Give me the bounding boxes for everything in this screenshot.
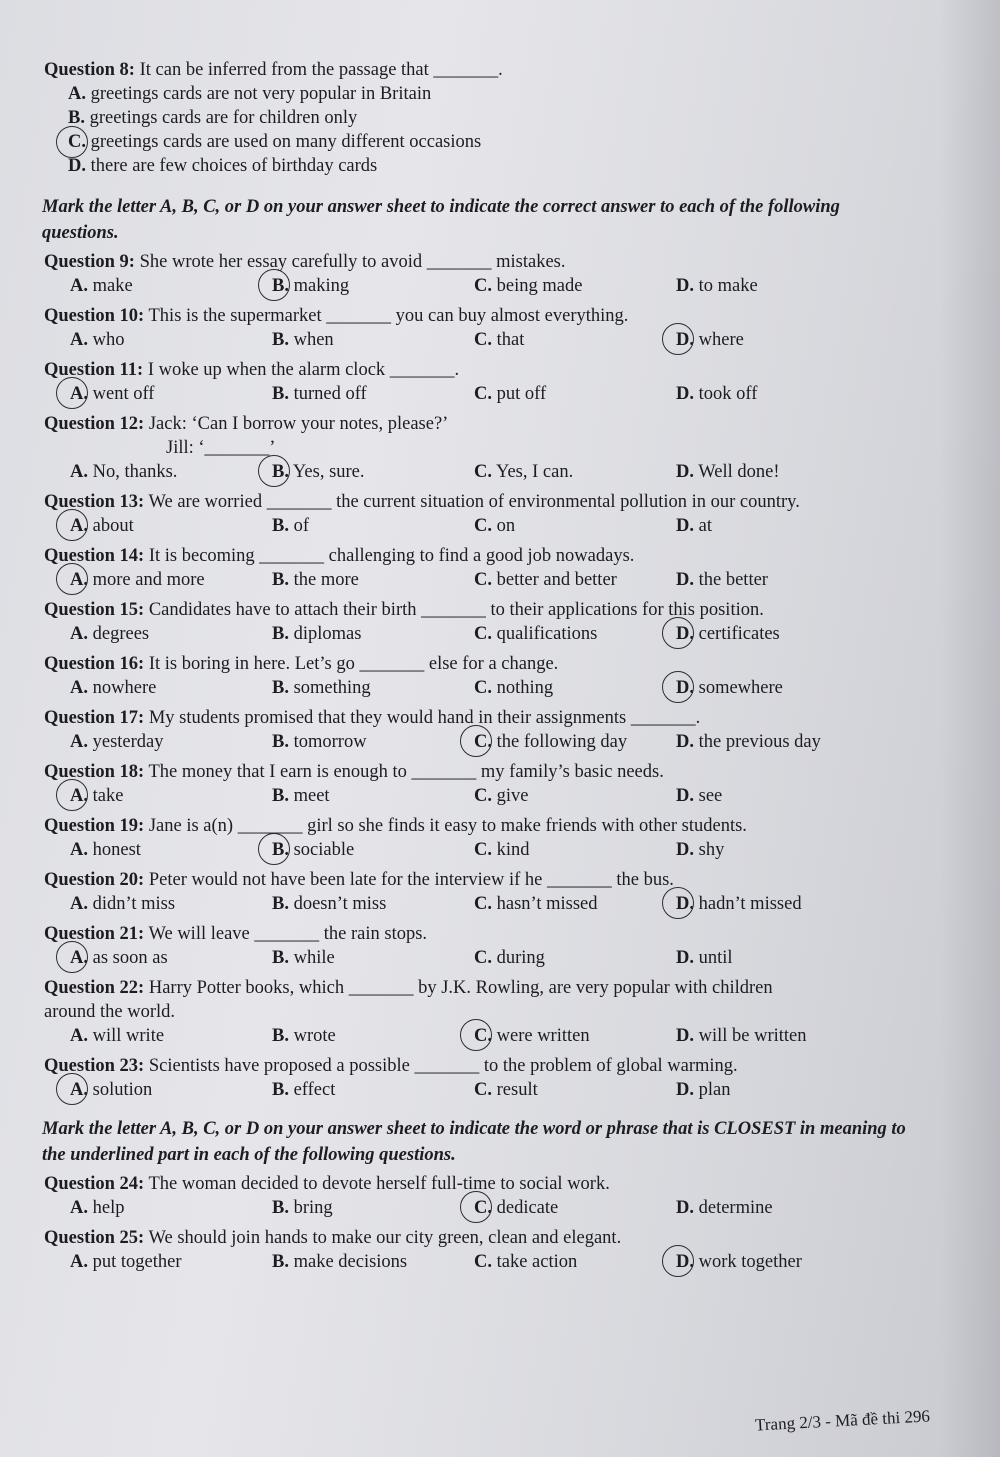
- question-label: Question 12:: [44, 414, 145, 434]
- question-stem-row: [44, 1054, 1000, 1078]
- option-a: A. No, thanks.: [70, 462, 178, 482]
- option-c: C. nothing: [474, 678, 554, 698]
- options-row: [44, 274, 1000, 298]
- option-b: B. make decisions: [272, 1252, 408, 1272]
- question-stem: I woke up when the alarm clock _______.: [143, 360, 460, 380]
- option-d: D. somewhere: [676, 676, 783, 700]
- option-a: A. will write: [70, 1026, 165, 1046]
- question-extra: around the world.: [44, 1002, 176, 1022]
- options-row: [44, 946, 1000, 970]
- option-c: C. take action: [474, 1252, 578, 1272]
- option-c: C. put off: [474, 384, 547, 404]
- question-stem: Peter would not have been late for the interview if he _______ the bus.: [144, 870, 674, 890]
- option-c: C. that: [474, 330, 525, 350]
- option-d: D. there are few choices of birthday cards: [68, 156, 378, 176]
- question-label: Question 20:: [44, 870, 145, 890]
- option-b: B. the more: [272, 570, 359, 590]
- option-c: C. the following day: [474, 730, 627, 754]
- option-d: D. certificates: [676, 622, 780, 646]
- option-b: B. Yes, sure.: [272, 460, 365, 484]
- option-a: A. more and more: [70, 568, 205, 592]
- question-item: [44, 706, 1000, 754]
- question-label: Question 16:: [44, 654, 145, 674]
- option-a: A. help: [70, 1198, 125, 1218]
- options-row: [44, 676, 1000, 700]
- question-label: Question 23:: [44, 1056, 145, 1076]
- question-label: Question 17:: [44, 708, 145, 728]
- question-stem-row: [44, 976, 1000, 1000]
- option-d: D. to make: [676, 276, 758, 296]
- option-b: B. of: [272, 516, 310, 536]
- option-a: A. as soon as: [70, 946, 168, 970]
- option-b: B. while: [272, 948, 335, 968]
- option-d: D. until: [676, 948, 733, 968]
- question-stem: The money that I earn is enough to _______ my family’s basic needs.: [144, 762, 664, 782]
- question-label: Question 15:: [44, 600, 145, 620]
- options-row: [44, 1078, 1000, 1102]
- option-a: A. put together: [70, 1252, 182, 1272]
- option-b: B. meet: [272, 786, 330, 806]
- option-c: C. were written: [474, 1024, 590, 1048]
- question-stem: The woman decided to devote herself full-time to social work.: [144, 1174, 610, 1194]
- question-label: Question 11:: [44, 360, 144, 380]
- question-item: [44, 760, 1000, 808]
- option-c: C. during: [474, 948, 545, 968]
- question-label: Question 19:: [44, 816, 145, 836]
- question-item: [44, 412, 1000, 484]
- option-a: A. went off: [70, 382, 154, 406]
- option-a: A. solution: [70, 1078, 152, 1102]
- question-label: Question 9:: [44, 252, 135, 272]
- question-stem-row: [44, 598, 1000, 622]
- option-c: C. hasn’t missed: [474, 894, 598, 914]
- question-item: [44, 814, 1000, 862]
- option-a: A. degrees: [70, 624, 150, 644]
- option-c: C. being made: [474, 276, 583, 296]
- option-a: A. make: [70, 276, 133, 296]
- option-d: D. took off: [676, 384, 758, 404]
- option-d: D. determine: [676, 1198, 773, 1218]
- option-c: C. better and better: [474, 570, 617, 590]
- options-row: [44, 1250, 1000, 1274]
- option-c: C. give: [474, 786, 529, 806]
- option-d: D. work together: [676, 1250, 802, 1274]
- options-row: [44, 460, 1000, 484]
- question-stem-row: [44, 760, 1000, 784]
- question-item: [44, 490, 1000, 538]
- question-stem-row: [44, 358, 1000, 382]
- question-stem-row: [44, 868, 1000, 892]
- question-label: Question 22:: [44, 978, 145, 998]
- question-stem-row: [44, 412, 1000, 436]
- question-stem-row: [44, 304, 1000, 328]
- question-item: [44, 544, 1000, 592]
- question-item: [44, 1172, 1000, 1220]
- option-b: B. something: [272, 678, 371, 698]
- option-d: D. where: [676, 328, 744, 352]
- question-item: [44, 1054, 1000, 1102]
- option-d: D. will be written: [676, 1026, 807, 1046]
- question-stem: We should join hands to make our city green, clean and elegant.: [144, 1228, 622, 1248]
- question-item: [44, 652, 1000, 700]
- question-stem: Candidates have to attach their birth _______ to their applications for this position.: [144, 600, 764, 620]
- question-stem: It is becoming _______ challenging to find a good job nowadays.: [144, 546, 635, 566]
- option-b: B. greetings cards are for children only: [68, 108, 358, 128]
- question-label: Question 10:: [44, 306, 145, 326]
- question-stem: Jack: ‘Can I borrow your notes, please?’: [144, 414, 449, 434]
- question-list: [0, 250, 1000, 1102]
- question-item: [44, 598, 1000, 646]
- question-item: [44, 868, 1000, 916]
- option-b: B. effect: [272, 1080, 336, 1100]
- options-row: [44, 784, 1000, 808]
- option-c: C. on: [474, 516, 516, 536]
- question-stem: This is the supermarket _______ you can buy almost everything.: [144, 306, 629, 326]
- option-b: B. turned off: [272, 384, 367, 404]
- option-b: B. tomorrow: [272, 732, 367, 752]
- option-b: B. diplomas: [272, 624, 362, 644]
- question-label: Question 25:: [44, 1228, 145, 1248]
- option-a: A. yesterday: [70, 732, 164, 752]
- question-label: Question 8:: [44, 60, 135, 80]
- question-stem-row: [44, 1226, 1000, 1250]
- options-row: [44, 1024, 1000, 1048]
- option-d: D. the better: [676, 570, 768, 590]
- question-stem-row: [44, 652, 1000, 676]
- options-row: [44, 622, 1000, 646]
- option-a: A. didn’t miss: [70, 894, 176, 914]
- option-d: D. the previous day: [676, 732, 821, 752]
- option-b: B. doesn’t miss: [272, 894, 387, 914]
- question-label: Question 24:: [44, 1174, 145, 1194]
- options-row: [44, 730, 1000, 754]
- question-item: [44, 1226, 1000, 1274]
- question-stem: My students promised that they would hand in their assignments _______.: [144, 708, 701, 728]
- option-b: B. wrote: [272, 1026, 336, 1046]
- question-label: Question 21:: [44, 924, 145, 944]
- question-stem: Jane is a(n) _______ girl so she finds it easy to make friends with other students.: [144, 816, 747, 836]
- option-d: D. shy: [676, 840, 725, 860]
- option-c: C. qualifications: [474, 624, 598, 644]
- question-list-2: [0, 1172, 1000, 1274]
- question-stem-row: [44, 544, 1000, 568]
- question-stem: Scientists have proposed a possible _______ to the problem of global warming.: [144, 1056, 738, 1076]
- question-stem-row: [44, 250, 1000, 274]
- instruction-2: Mark the letter A, B, C, or D on your answer sheet to indicate the word or phrase that is CLOSEST in meaning to the underlined part in each of the following questions.: [42, 1119, 906, 1165]
- question-item: [44, 358, 1000, 406]
- question-stem: Harry Potter books, which _______ by J.K. Rowling, are very popular with children: [144, 978, 773, 998]
- option-b: B. making: [272, 274, 349, 298]
- question-stem: It can be inferred from the passage that _______.: [139, 60, 503, 80]
- options-row: [44, 328, 1000, 352]
- instruction-1: Mark the letter A, B, C, or D on your answer sheet to indicate the correct answer to each of the following questions.: [42, 197, 840, 243]
- option-b: B. when: [272, 330, 334, 350]
- option-d: D. Well done!: [676, 462, 780, 482]
- options-row: [44, 838, 1000, 862]
- option-b: B. sociable: [272, 838, 354, 862]
- question-label: Question 13:: [44, 492, 145, 512]
- option-c: C. result: [474, 1080, 538, 1100]
- question-stem-row: [44, 814, 1000, 838]
- option-d: D. plan: [676, 1080, 731, 1100]
- question-stem-row: [44, 922, 1000, 946]
- question-stem-row: [44, 1172, 1000, 1196]
- options-row: [44, 382, 1000, 406]
- option-b: B. bring: [272, 1198, 333, 1218]
- question-label: Question 14:: [44, 546, 145, 566]
- option-d: D. hadn’t missed: [676, 892, 802, 916]
- option-c: C. greetings cards are used on many different occasions: [44, 130, 1000, 154]
- question-extra: Jill: ‘_______’: [166, 438, 276, 458]
- question-stem-row: [44, 706, 1000, 730]
- option-d: D. see: [676, 786, 723, 806]
- option-a: A. about: [70, 514, 134, 538]
- option-a: A. nowhere: [70, 678, 157, 698]
- options-row: [44, 568, 1000, 592]
- question-stem: We are worried _______ the current situation of environmental pollution in our country.: [144, 492, 800, 512]
- option-a: A. honest: [70, 840, 141, 860]
- question-stem-row: [44, 490, 1000, 514]
- options-row: [44, 514, 1000, 538]
- exam-content: [0, 58, 1000, 1280]
- option-c: C. Yes, I can.: [474, 462, 574, 482]
- option-c: C. kind: [474, 840, 530, 860]
- question-item: [44, 976, 1000, 1048]
- option-a: A. take: [70, 784, 123, 808]
- option-d: D. at: [676, 516, 712, 536]
- question-stem: It is boring in here. Let’s go _______ else for a change.: [144, 654, 559, 674]
- question-stem: She wrote her essay carefully to avoid _______ mistakes.: [134, 252, 566, 272]
- option-a: A. greetings cards are not very popular in Britain: [68, 84, 432, 104]
- question-item: [44, 922, 1000, 970]
- question-stem: We will leave _______ the rain stops.: [144, 924, 428, 944]
- options-row: [44, 892, 1000, 916]
- options-row: [44, 1196, 1000, 1220]
- page-footer: Trang 2/3 - Mã đề thi 296: [754, 1406, 931, 1435]
- question-label: Question 18:: [44, 762, 145, 782]
- question-item: [44, 304, 1000, 352]
- option-c: C. dedicate: [474, 1196, 558, 1220]
- option-a: A. who: [70, 330, 125, 350]
- question-item: [44, 250, 1000, 298]
- question-8: [44, 58, 1000, 178]
